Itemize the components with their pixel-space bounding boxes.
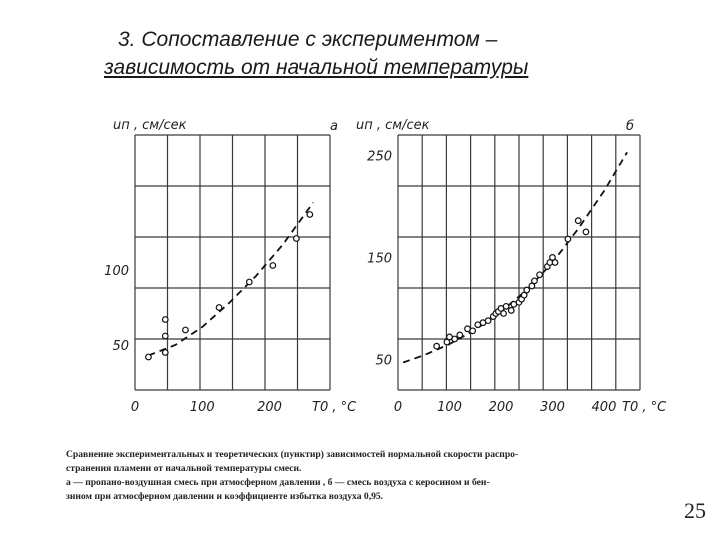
y-axis-label: uп , см/сек [356,118,430,133]
data-point [162,317,168,323]
y-tick-label: 100 [104,264,129,279]
data-point [452,336,458,342]
data-point [247,279,253,285]
slide-title-line-1: 3. Сопоставление с экспериментом – [118,28,498,51]
data-point [434,343,440,349]
caption-line: зином при атмосферном давлении и коэффициенте избытка воздуха 0,95. [66,491,384,502]
data-point [162,350,168,356]
data-point [183,327,189,333]
panel-label: а [330,119,338,134]
x-tick-label: 200 [488,400,514,415]
data-point [457,332,463,338]
data-point [552,260,558,266]
page-number: 25 [684,498,706,523]
data-point [470,328,476,334]
data-point [503,304,509,310]
data-point [162,333,168,339]
data-point [485,318,491,324]
x-tick-label: 0 [130,400,140,415]
data-point [532,278,538,284]
chart-panel-a [104,118,357,415]
x-tick-label: 0 [393,400,403,415]
data-point [508,308,514,314]
data-point [294,236,300,242]
data-point [524,287,530,293]
y-tick-label: 50 [112,339,129,354]
data-point [146,354,152,360]
data-point [501,311,507,317]
data-point [537,272,543,278]
theory-curve [403,152,627,362]
chart-panel-b [356,118,667,415]
data-point [216,305,222,311]
y-axis-label: uп , см/сек [113,118,187,133]
data-point [307,212,313,218]
caption-line: странения пламени от начальной температуры смеси. [66,463,302,474]
panel-label: б [626,119,635,134]
theory-curve [148,203,313,356]
slide-title-line-2: зависимость от начальной температуры [104,56,529,79]
caption-line: а — пропано-воздушная смесь при атмосферном давлении , б — смесь воздуха с керосином и бен- [66,477,490,488]
x-tick-label: 400 [591,400,617,415]
x-axis-label: T0 , °C [312,400,357,415]
x-axis-label: T0 , °C [622,400,667,415]
x-tick-label: 100 [189,400,215,415]
caption-line: Сравнение экспериментальных и теоретических (пунктир) зависимостей нормальной скорости распро- [66,449,519,460]
x-tick-label: 300 [540,400,565,415]
data-point [575,218,581,224]
data-point [270,263,276,269]
data-point [565,236,571,242]
y-tick-label: 150 [367,251,392,267]
figure-caption [66,448,676,504]
x-tick-label: 200 [257,400,282,415]
y-tick-label: 50 [375,353,392,369]
x-tick-label: 100 [437,400,462,415]
data-point [583,229,589,235]
y-tick-label: 250 [367,149,392,165]
